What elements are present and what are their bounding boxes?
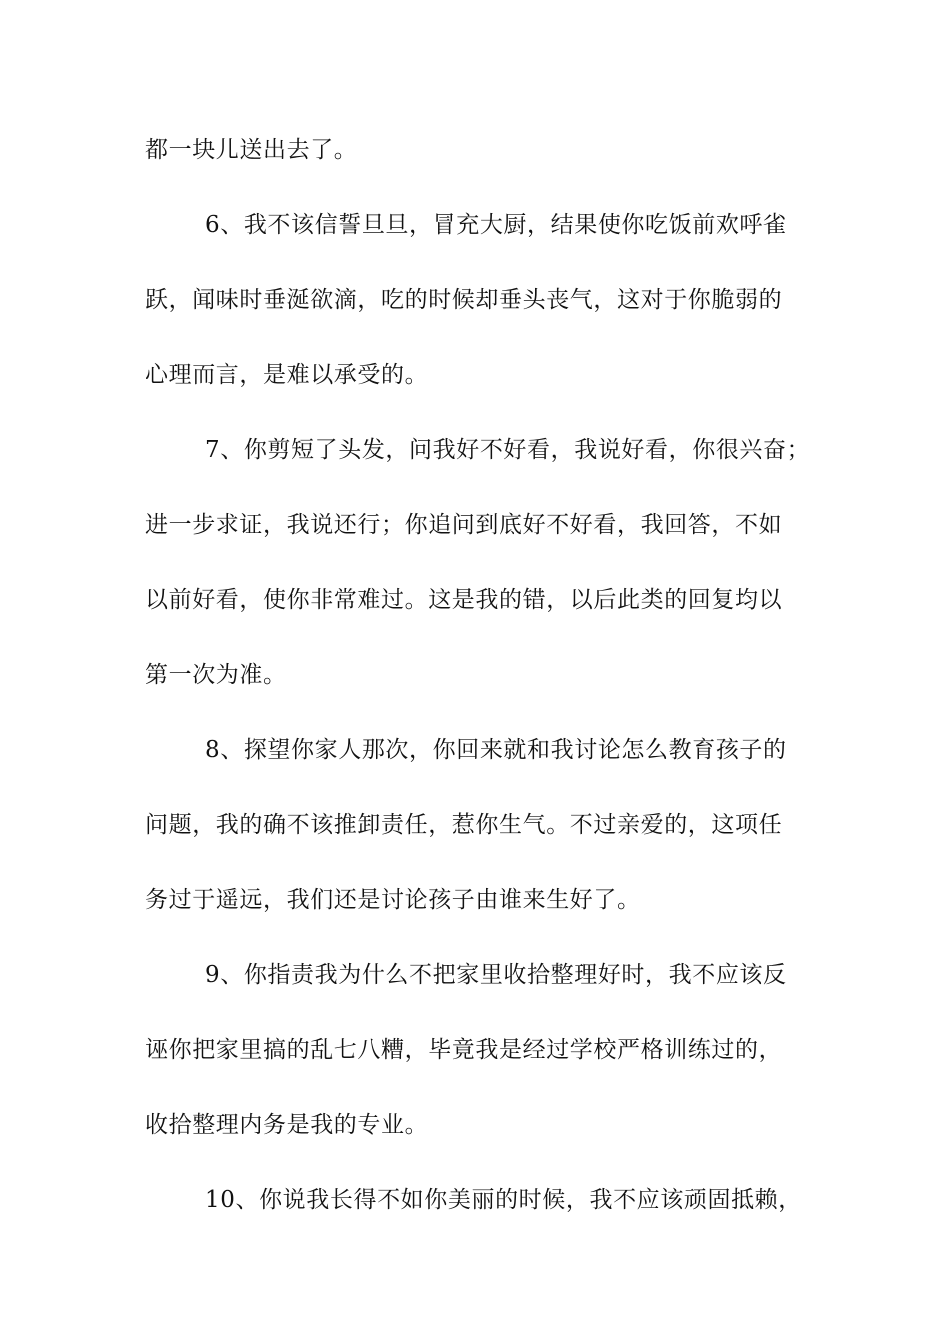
paragraph-10-start: 10、你说我长得不如你美丽的时候，我不应该顽固抵赖，: [205, 1187, 802, 1213]
text-line: 诬你把家里搞的乱七八糟，毕竟我是经过学校严格训练过的，: [145, 1037, 783, 1063]
text-line: 进一步求证，我说还行；你追问到底好不好看，我回答，不如: [145, 512, 783, 538]
text-line: 问题，我的确不该推卸责任，惹你生气。不过亲爱的，这项任: [145, 812, 783, 838]
text-line: 以前好看，使你非常难过。这是我的错，以后此类的回复均以: [145, 587, 783, 613]
text-line: 第一次为准。: [145, 662, 287, 688]
paragraph-9-start: 9、你指责我为什么不把家里收拾整理好时，我不应该反: [205, 962, 787, 988]
paragraph-7-start: 7、你剪短了头发，问我好不好看，我说好看，你很兴奋；: [205, 437, 811, 463]
paragraph-8-start: 8、探望你家人那次，你回来就和我讨论怎么教育孩子的: [205, 737, 787, 763]
text-line: 收拾整理内务是我的专业。: [145, 1112, 429, 1138]
text-line: 务过于遥远，我们还是讨论孩子由谁来生好了。: [145, 887, 641, 913]
text-line: 跃，闻味时垂涎欲滴，吃的时候却垂头丧气，这对于你脆弱的: [145, 287, 783, 313]
text-line: 都一块儿送出去了。: [145, 137, 358, 163]
paragraph-6-start: 6、我不该信誓旦旦，冒充大厨，结果使你吃饭前欢呼雀: [205, 212, 787, 238]
text-line: 心理而言，是难以承受的。: [145, 362, 429, 388]
